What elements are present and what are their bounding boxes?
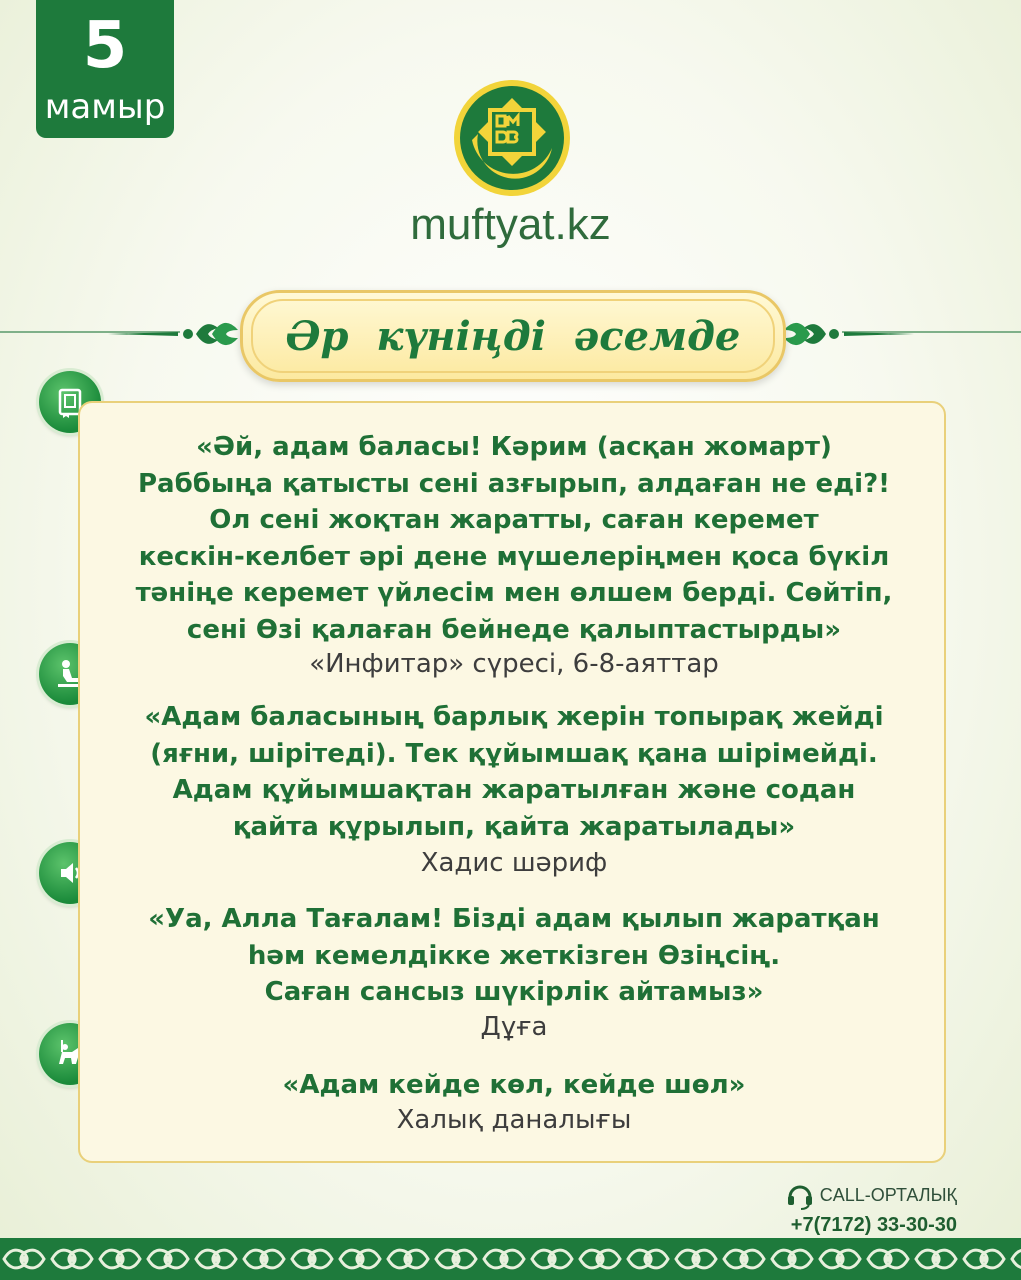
content-card xyxy=(78,401,946,1163)
quote-line: сені Өзі қалаған бейнеде қалыптастырды» xyxy=(186,614,842,645)
quote-line: қайта құрылып, қайта жаратылады» xyxy=(232,811,796,842)
quote-line: Ол сені жоқтан жаратты, саған керемет xyxy=(209,505,819,535)
quote-line: һәм кемелдікке жеткізген Өзіңсің. xyxy=(247,940,781,971)
title-banner xyxy=(240,290,786,382)
quote-line: (яғни, шірітеді). Тек құйымшақ қана шірімейді. xyxy=(150,738,878,769)
quote-source: Халық даналығы xyxy=(396,1104,632,1135)
section-proverb xyxy=(80,1067,948,1136)
muftyat-logo xyxy=(452,78,572,198)
section-hadith xyxy=(80,699,948,879)
call-center xyxy=(785,1180,957,1237)
banner-title: Әр күніңді әсемде xyxy=(285,312,741,360)
quote-line: Адам құйымшақтан жаратылған және содан xyxy=(172,775,856,805)
headset-icon xyxy=(785,1180,815,1210)
quote-line: тәніңе керемет үйлесім мен өлшем берді. Сөйтіп, xyxy=(135,578,893,608)
quote-source: Хадис шәриф xyxy=(420,848,608,878)
quote-source: «Инфитар» сүресі, 6-8-аяттар xyxy=(309,649,719,679)
quote-line: «Адам баласының барлық жерін топырақ жейді xyxy=(144,702,884,732)
date-badge xyxy=(36,0,174,138)
ornament-left-icon xyxy=(108,312,242,356)
call-center-phone[interactable]: +7(7172) 33-30-30 xyxy=(790,1214,957,1236)
date-month: мамыр xyxy=(44,87,166,127)
quote-line: кескін-келбет әрі дене мүшелеріңмен қоса бүкіл xyxy=(138,541,890,572)
quote-line: «Адам кейде көл, кейде шөл» xyxy=(282,1070,746,1100)
section-dua xyxy=(80,901,948,1043)
ornamental-footer xyxy=(0,1238,1021,1280)
site-name: muftyat.kz xyxy=(410,200,611,249)
ornament-right-icon xyxy=(780,312,914,356)
quote-line: Раббыңа қатысты сені азғырып, алдаған не еді?! xyxy=(137,468,891,499)
quote-line: «Әй, адам баласы! Кәрим (асқан жомарт) xyxy=(196,432,832,462)
call-center-label: CALL-ОРТАЛЫҚ xyxy=(819,1184,957,1205)
quote-source: Дұға xyxy=(480,1011,548,1042)
quote-line: «Уа, Алла Тағалам! Бізді адам қылып жаратқан xyxy=(148,904,880,934)
date-day: 5 xyxy=(82,9,128,83)
section-quran xyxy=(80,429,948,680)
quote-line: Саған сансыз шүкірлік айтамыз» xyxy=(264,977,764,1007)
